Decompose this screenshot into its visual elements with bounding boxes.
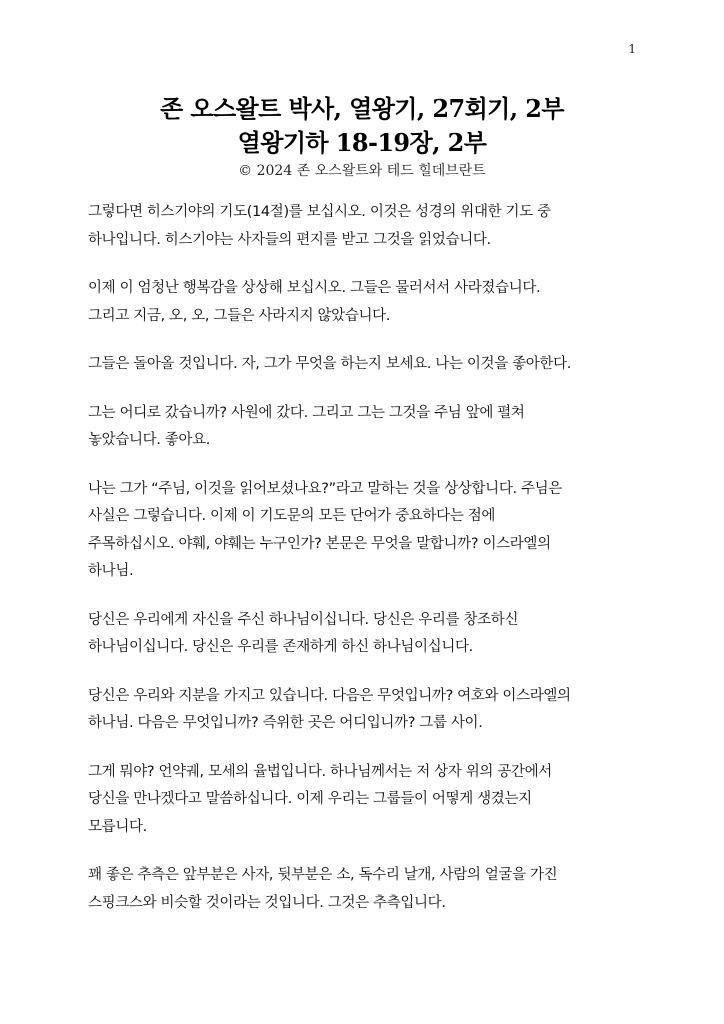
paragraph-line: 하나입니다. 히스기야는 사자들의 편지를 받고 그것을 읽었습니다. [88,231,491,248]
document-header [0,92,724,181]
document-subtitle: 열왕기하 18-19장, 2부 [237,128,487,157]
paragraph [88,199,648,254]
document-title: 존 오스왈트 박사, 열왕기, 27회기, 2부 [160,94,564,123]
paragraph-line: 그리고 지금, 오, 오, 그들은 사라지지 않았습니다. [88,307,391,324]
paragraph [88,400,648,455]
paragraph-line: 그게 뭐야? 언약궤, 모세의 율법입니다. 하나님께서는 저 상자 위의 공간에서 [88,763,552,780]
paragraph-line: 모릅니다. [88,818,147,835]
paragraph-line: 당신은 우리와 지분을 가지고 있습니다. 다음은 무엇입니까? 여호와 이스라엘의 [88,687,571,704]
paragraph-line: 하나님이십니다. 당신은 우리를 존재하게 하신 하나님이십니다. [88,639,473,655]
paragraph [88,275,648,330]
paragraph-line: 꽤 좋은 추측은 앞부분은 사자, 뒷부분은 소, 독수리 날개, 사람의 얼굴을 가진 [88,867,558,883]
paragraph [88,476,648,586]
paragraph-line: 당신을 만나겠다고 말씀하십니다. 이제 우리는 그룹들이 어떻게 생겼는지 [88,791,532,807]
paragraph-line: 주목하십시오. 야훼, 야훼는 누구인가? 본문은 무엇을 말합니까? 이스라엘의 [88,535,551,552]
paragraph-line: 나는 그가 “주님, 이것을 읽어보셨나요?”라고 말하는 것을 상상합니다. 주님은 [88,480,562,497]
paragraph-line: 사실은 그렇습니다. 이제 이 기도문의 모든 단어가 중요하다는 점에 [88,508,496,524]
document-body [88,199,648,938]
paragraph [88,862,648,917]
paragraph [88,759,648,842]
paragraph-line: 놓았습니다. 좋아요. [88,432,211,448]
paragraph [88,351,648,379]
paragraph [88,607,648,662]
paragraph-line: 하나님. [88,563,134,579]
copyright-notice: © 2024 존 오스왈트와 테드 힐데브란트 [238,163,486,179]
page-number: 1 [628,42,636,56]
paragraph-line: 당신은 우리에게 자신을 주신 하나님이십니다. 당신은 우리를 창조하신 [88,611,519,628]
paragraph [88,683,648,738]
paragraph-line: 하나님. 다음은 무엇입니까? 즉위한 곳은 어디입니까? 그룹 사이. [88,715,483,731]
paragraph-line: 스핑크스와 비슷할 것이라는 것입니다. 그것은 추측입니다. [88,894,446,911]
paragraph-line: 그들은 돌아올 것입니다. 자, 그가 무엇을 하는지 보세요. 나는 이것을 좋아한다. [88,356,571,372]
paragraph-line: 그는 어디로 갔습니까? 사원에 갔다. 그리고 그는 그것을 주님 앞에 펼쳐 [88,404,525,421]
paragraph-line: 이제 이 엄청난 행복감을 상상해 보십시오. 그들은 물러서서 사라졌습니다. [88,280,541,296]
paragraph-line: 그렇다면 히스기야의 기도(14절)를 보십시오. 이것은 성경의 위대한 기도 중 [88,204,551,220]
